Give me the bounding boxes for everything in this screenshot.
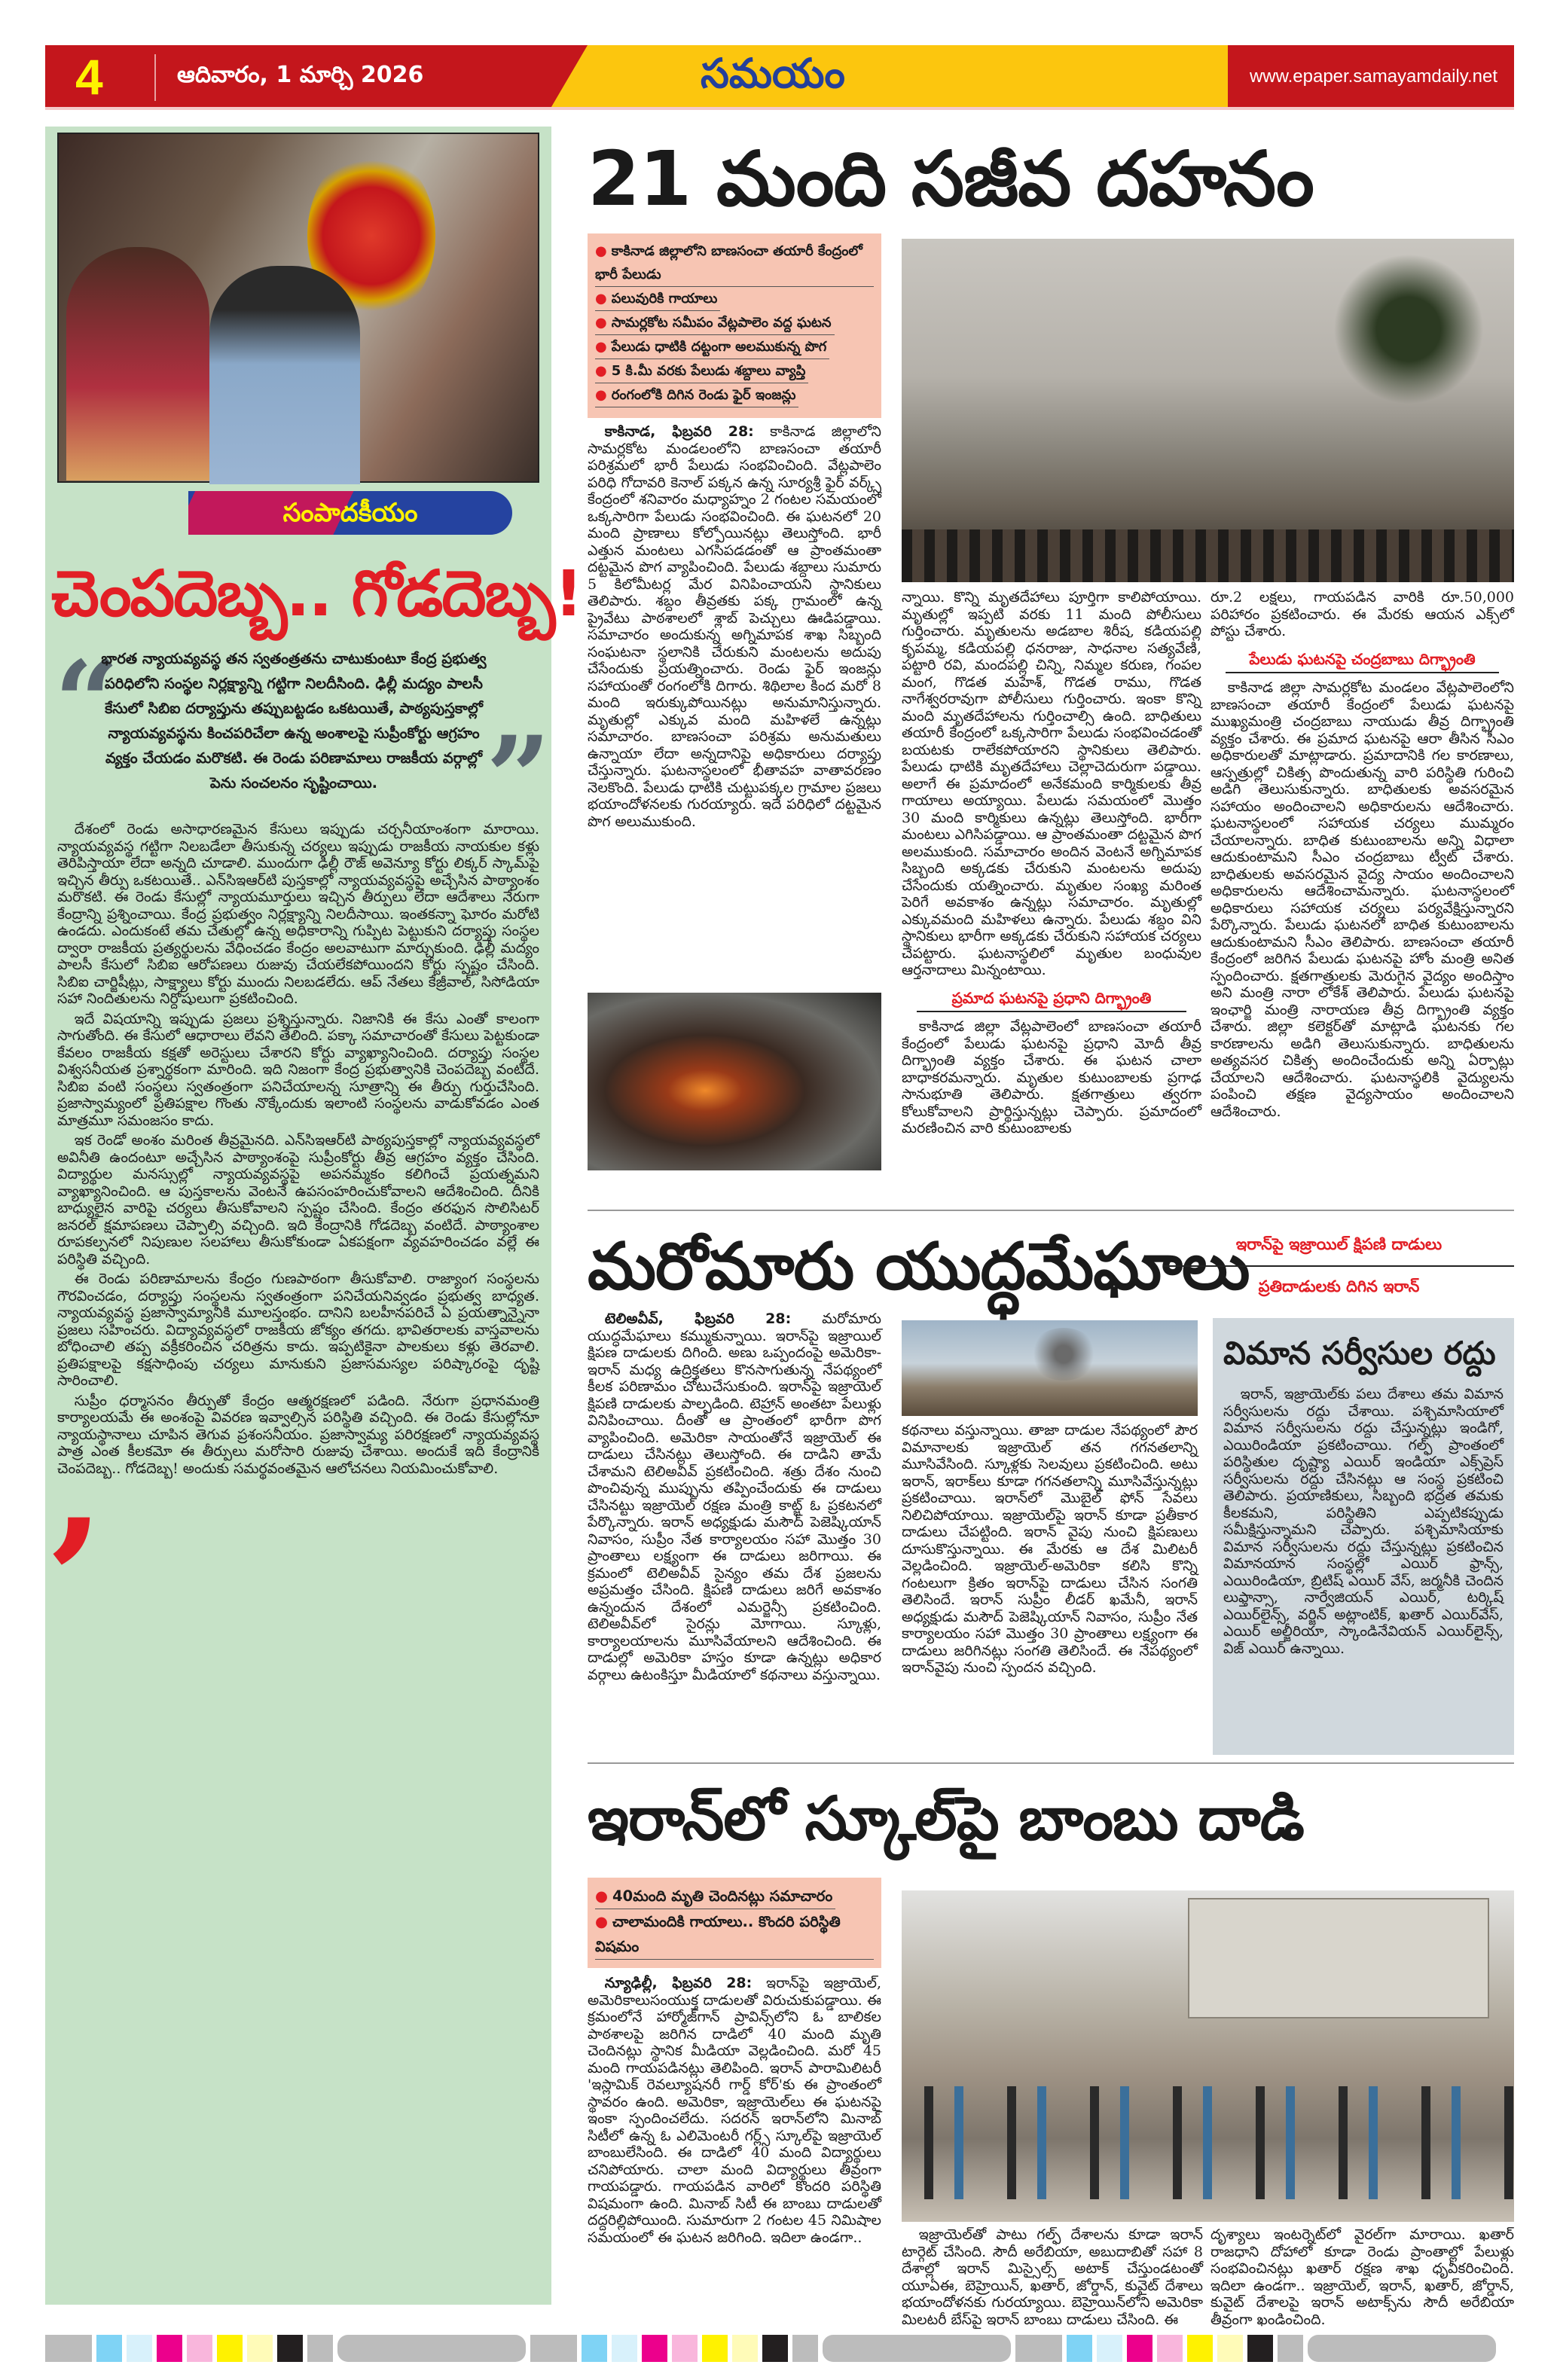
pull-quote: భారత న్యాయవ్యవస్థ తన స్వతంత్రతను చాటుకుంటూ కేంద్ర ప్రభుత్వ పరిధిలోని సంస్థల నిర్లక్ష్యాన్ని గట్టిగా నిలదీసింది. ఢిల్లీ మద్యం పాలసీ కేసులో సిబిఐ దర్యాప్తును తప్పుబట్టడం ఒకటయితే, పాఠ్యపుస్తకాల్లో న్యాయవ్యవస్థను కించపరిచేలా ఉన్న అంశాలపై సుప్రీంకోర్టు ఆగ్రహం వ్యక్తం చేయడం మరొకటి. ఈ రెండు పరిణామాలు రాజకీయ వర్గాల్లో పెను సంచలనం సృష్టించాయి. bbox=[101, 650, 487, 792]
page-header bbox=[45, 45, 1514, 110]
color-swatch bbox=[823, 2335, 1011, 2362]
masthead-logo: సమయం bbox=[701, 50, 845, 97]
smoke-image bbox=[1030, 1328, 1098, 1381]
color-swatch bbox=[762, 2335, 788, 2362]
damaged-building-image bbox=[1188, 1898, 1489, 2018]
color-swatch bbox=[1067, 2335, 1092, 2362]
color-swatch bbox=[792, 2335, 818, 2362]
story3-column-2: ఇజ్రాయెల్‌తో పాటు గల్ఫ్ దేశాలను కూడా ఇరాన్ టార్గెట్ చేసింది. సౌదీ అరేబియా, అబుదాబితో సహా 8 దేశాల్లో ఇరాన్ మిస్సైల్స్ అటాక్ చేస్తుండటంతో యూఏఈ, బెహ్రెయిన్, ఖతార్, జోర్డాన్, కువైట్ దేశాలు భయాందోళనకు గురయ్యాయి. బెహ్రెయిన్‌లోని అమెరికా మిలటరీ బేస్‌పై ఇరాన్ బాంబు దాడులు చేసింది. ఈ bbox=[902, 2226, 1203, 2328]
story1-column-2: న్నాయి. కొన్ని మృతదేహాలు పూర్తిగా కాలిపోయాయి. మృతుల్లో ఇప్పటి వరకు 11 మంది పోలీసులు గుర్తించారు. మృతులను అడబాల శిరీష, కడియపల్లి కృపమ్మ, కడియపల్లి ధనరాజు, సాధనాల సత్యవేణి, పట్టారి రవి, మందపల్లి చిన్ని, నిమ్మల కరుణ, గంపల మంగ, గొడత మహేశ్, గొడత రాము, గొడత నాగేశ్వరరావుగా పోలీసులు గుర్తించారు. ఇంకా కొన్ని మంది మృతదేహాలను గుర్తించాల్సి ఉంది. బాధితులు తయారీ కేంద్రంలో ఒక్కసారిగా పేలుడు సంభవించడంతో బయటకు రాలేకపోయారని స్థానికులు తెలిపారు. పేలుడు ధాటికి మృతదేహాలు చెల్లాచెదురుగా పడ్డాయి. అలాగే ఈ ప్రమాదంలో అనేకమంది కార్మికులకు తీవ్ర గాయాలు అయ్యాయి. పేలుడు సమయంలో మొత్తం 30 మంది కార్మికులు ఉన్నట్లు తెలుస్తోంది. భారీగా మంటలు ఎగిసిపడ్డాయి. ఆ ప్రాంతమంతా దట్టమైన పొగ అలముకుంది. సమాచారం అందిన వెంటనే అగ్నిమాపక సిబ్బంది అక్కడకు చేరుకుని మంటలను అదుపు చేసేందుకు యత్నించారు. మృతుల సంఖ్య మరింత పెరిగే అవకాశం ఉన్నట్లు సమాచారం. మృతుల్లో ఎక్కువమంది మహిళలు ఉన్నారు. పేలుడు శబ్దం విని స్థానికులు భారీగా అక్కడకు చేరుకుని సహాయక చర్యలు చేపట్టారు. ఘటనాస్థలిలో మృతుల బంధువుల ఆర్తనాదాలు మిన్నంటాయి. ప్రమాద ఘటనపై ప్రధాని దిగ్భ్రాంతి కాకినాడ జిల్లా వేట్లపాలెంలో బాణసంచా తయారీ కేంద్రంలో పేలుడు ఘటనపై ప్రధాని మోదీ తీవ్ర దిగ్భ్రాంతి వ్యక్తం చేశారు. ఈ ఘటన చాలా బాధాకరమన్నారు. మృతుల కుటుంబాలకు ప్రగాఢ సానుభూతి తెలిపారు. క్షతగాత్రులు త్వరగా కోలుకోవాలని ప్రార్థిస్తున్నట్లు చెప్పారు. ప్రమాదంలో మరణించిన వారి కుటుంబాలకు bbox=[902, 589, 1201, 1137]
story3-headline: ఇరాన్‌లో స్కూల్‌పై బాంబు దాడి bbox=[588, 1783, 1304, 1854]
highlight-item: ● పలువురికి గాయాలు bbox=[595, 287, 720, 311]
close-quote-icon: ” bbox=[486, 712, 551, 844]
highlight-item: ● సామర్లకోట సమీపం వేట్లపాలెం వద్ద ఘటన bbox=[595, 311, 835, 335]
editorial-label: సంపాదకీయం bbox=[188, 491, 512, 535]
color-swatch bbox=[247, 2335, 273, 2362]
side-head-bottom: ప్రతిదాడులకు దిగిన ఇరాన్ bbox=[1258, 1277, 1420, 1295]
box-body: ఇరాన్, ఇజ్రాయెల్‌కు పలు దేశాలు తమ విమాన సర్వీసులను రద్దు చేశాయి. పశ్చిమాసియాలో విమాన సర్వీసులను రద్దు చేస్తున్నట్లు ఇండిగో, ఎయిరిండియా ప్రకటించాయి. గల్ఫ్ ప్రాంతంలో పరిస్థితుల దృష్ట్యా ఎయిర్ ఇండియా ఎక్స్‌ప్రెస్ సర్వీసులను రద్దు చేసినట్లు ఆ సంస్థ ప్రకటించి తెలిపారు. ప్రయాణికులు, సిబ్బంది భద్రత తమకు కీలకమని, పరిస్థితిని ఎప్పటికప్పుడు సమీక్షిస్తున్నామని చెప్పారు. పశ్చిమాసియాకు విమాన సర్వీసులను రద్దు చేస్తున్నట్లు ప్రకటించిన విమానయాన సంస్థల్లో ఎయిర్ ఫ్రాన్స్, ఎయిరిండియా, బ్రిటిష్ ఎయిర్ వేస్, జర్మనీకి చెందిన లుఫ్తాన్సా, నార్వేజియన్ ఎయిర్, టర్కిష్ ఎయిర్‌లైన్స్, వర్జిన్ అట్లాంటిక్, ఖతార్ ఎయిర్‌వేస్, ఎయిర్ అల్జీరియా, స్కాండినేవియన్ ఎయిర్‌లైన్స్, విజ్ ఎయిర్ ఉన్నాయి. bbox=[1223, 1386, 1504, 1657]
highlight-item: ● చాలామందికి గాయాలు.. కొందరి పరిస్థితి విషమం bbox=[595, 1909, 874, 1960]
person-image bbox=[66, 247, 209, 481]
header-underline bbox=[45, 107, 1514, 110]
dateline: టెలిఅవీవ్, ఫిబ్రవరి 28: bbox=[604, 1311, 792, 1327]
section-divider bbox=[588, 1210, 1514, 1211]
color-swatch bbox=[582, 2335, 607, 2362]
color-swatch bbox=[612, 2335, 637, 2362]
color-swatch bbox=[672, 2335, 698, 2362]
bullet-icon: ● bbox=[595, 315, 607, 331]
flight-cancellations-box bbox=[1213, 1318, 1514, 1755]
dateline: న్యూఢిల్లీ, ఫిబ్రవరి 28: bbox=[604, 1975, 753, 1991]
editorial-photo bbox=[57, 133, 539, 483]
story2-column-2: కథనాలు వస్తున్నాయి. తాజా దాడుల నేపథ్యంలో పౌర విమానాలకు ఇజ్రాయెల్ తన గగనతలాన్ని మూసివేసింది. స్కూళ్లకు సెలవులు ప్రకటించింది. అటు ఇరాన్, ఇరాక్‌లు కూడా గగనతలాన్ని మూసివేస్తున్నట్లు ప్రకటించాయి. ఇరాన్‌లో మొబైల్ ఫోన్ సేవలు నిలిచిపోయాయి. ఇజ్రాయెల్‌పై ఇరాన్ కూడా ప్రతీకార దాడులు చేపట్టింది. ఇరాన్ వైపు నుంచి క్షిపణులు దూసుకొస్తున్నాయి. ఈ మేరకు ఆ దేశ మిలిటరీ వెల్లడించింది. ఇజ్రాయెల్-అమెరికా కలిసి కొన్ని గంటలుగా క్రితం ఇరాన్‌పై దాడులు చేసిన సంగతి తెలిసిందే. ఇరాన్ సుప్రీం లీడర్ ఖమేనీ, ఇరాన్ అధ్యక్షుడు మసౌద్ పెజెష్కియాన్ నివాసం, సుప్రీం నేత కార్యాలయం సహా మొత్తం 30 ప్రాంతాలు లక్ష్యంగా ఈ దాడులు జరిగినట్లు సంగతి తెలిసిందే. ఈ నేపథ్యంలో ఇరాన్‌వైపు నుంచి స్పందన వచ్చింది. bbox=[902, 1422, 1198, 1676]
crowd-image bbox=[902, 2086, 1514, 2199]
color-swatch bbox=[1278, 2335, 1303, 2362]
color-swatch bbox=[217, 2335, 243, 2362]
open-quote-icon: “ bbox=[54, 636, 120, 769]
color-swatch bbox=[1308, 2335, 1496, 2362]
epaper-url[interactable]: www.epaper.samayamdaily.net bbox=[1249, 66, 1497, 87]
color-swatch bbox=[702, 2335, 728, 2362]
section-divider bbox=[588, 1762, 1514, 1764]
color-swatch bbox=[1217, 2335, 1243, 2362]
story3-column-1: న్యూఢిల్లీ, ఫిబ్రవరి 28: ఇరాన్‌పై ఇజ్రాయెల్, అమెరికాలుసంయుక్త దాడులతో విరుచుకుపడ్డాయి. ఈ క్రమంలోనే హార్మోజ్‌గాన్ ప్రావిన్స్‌లోని ఓ బాలికల పాఠశాలపై జరిగిన దాడిలో 40 మంది మృతి చెందినట్లు స్థానిక మీడియా వెల్లడించింది. మరో 45 మంది గాయపడినట్లు తెలిపింది. ఇరాన్ పారామిలిటరీ 'ఇస్లామిక్ రెవల్యూషనరీ గార్డ్ కోర్'కు ఈ ప్రాంతంలో స్థావరం ఉంది. అమెరికా, ఇజ్రాయెల్‌లు ఈ ఘటనపై ఇంకా స్పందించలేదు. సదరన్ ఇరాన్‌లోని మినాబ్ సిటీలో ఉన్న ఓ ఎలిమెంటరీ గర్ల్స్ స్కూల్‌పై ఇజ్రాయెల్ బాంబులేసింది. ఈ దాడిలో 40 మంది విద్యార్థులు చనిపోయారు. చాలా మంది విద్యార్థులు తీవ్రంగా గాయపడ్డారు. గాయపడిన వారిలో కొందరి పరిస్థితి విషమంగా ఉంది. మినాబ్ సిటీ ఈ బాంబు దాడులతో దద్దరిల్లిపోయింది. సుమారుగా 2 గంటల 45 నిమిషాల సమయంలో ఈ ఘటన జరిగింది. ఇదిలా ఉండగా.. bbox=[588, 1975, 881, 2246]
story2-headline: మరోమారు యుద్ధమేఘాలు bbox=[588, 1229, 1250, 1304]
tree-image bbox=[1333, 254, 1484, 404]
editorial-body bbox=[57, 821, 539, 2293]
color-swatch bbox=[307, 2335, 333, 2362]
print-color-bar bbox=[45, 2335, 1514, 2362]
bullet-icon: ● bbox=[595, 363, 607, 379]
editorial-column bbox=[45, 127, 582, 2305]
color-swatch bbox=[187, 2335, 212, 2362]
divider bbox=[154, 54, 156, 101]
story1-highlights bbox=[588, 233, 881, 418]
fire-debris-photo bbox=[588, 993, 881, 1170]
subhead-cm-reaction: పేలుడు ఘటనపై చంద్రబాబు దిగ్భ్రాంతి bbox=[1226, 645, 1499, 674]
color-swatch bbox=[1127, 2335, 1152, 2362]
color-swatch bbox=[1097, 2335, 1122, 2362]
edition-date: ఆదివారం, 1 మార్చి 2026 bbox=[177, 62, 424, 88]
bullet-icon: ● bbox=[595, 387, 607, 403]
bullet-icon: ● bbox=[595, 291, 607, 307]
bullet-icon: ● bbox=[595, 1887, 609, 1905]
color-swatch bbox=[1015, 2335, 1062, 2362]
story1-column-1: కాకినాడ, ఫిబ్రవరి 28: కాకినాడ జిల్లాలోని సామర్లకోట మండలంలోని బాణసంచా తయారీ పరిశ్రమలో భారీ పేలుడు సంభవించింది. వేట్లపాలెం పరిధి గోదావరి కెనాల్ పక్కన ఉన్న సూర్యశ్రీ ఫైర్ వర్క్స్ కేంద్రంలో శనివారం మధ్యాహ్నం 2 గంటల సమయంలో ఒక్కసారిగా పేలుడు సంభవించింది. ఈ ఘటనలో 20 మంది ప్రాణాలు కోల్పోయినట్లు తెలుస్తోంది. భారీ ఎత్తున మంటలు ఎగసిపడడంతో ఆ ప్రాంతమంతా దట్టమైన పొగ వ్యాపించింది. పేలుడు శబ్దాలు సుమారు 5 కిలోమీటర్ల మేర వినిపించాయని స్థానికులు తెలిపారు. శబ్దం తీవ్రతకు పక్క గ్రామంలో ఉన్న ప్రైవేటు పాఠశాలలో శ్లాబ్ పెచ్చులు ఊడిపడ్డాయి. సమాచారం అందుకున్న అగ్నిమాపక శాఖ సిబ్బంది సంఘటనా స్థలానికి చేరుకుని మంటలను అదుపు చేసేందుకు ప్రయత్నించారు. రెండు ఫైర్ ఇంజన్లు సహాయంతో రంగంలోకి దిగారు. శిథిలాల కింద మరో 8 మంది ఇరుక్కుపోయినట్లు అనుమానిస్తున్నారు. మృతుల్లో ఎక్కువ మంది మహిళలే ఉన్నట్లు సమాచారం. బాణసంచా పరిశ్రమ అనుమతులు ఉన్నాయా లేదా అన్నదానిపై అధికారులు దర్యాప్తు చేస్తున్నారు. ఘటనాస్థలంలో భీతావహ వాతావరణం నెలకొంది. పేలుడు ధాటికి చుట్టుపక్కల గ్రామాల ప్రజలు భయాందోళనలకు గురయ్యారు. ఇదే పరిధిలో దట్టమైన పొగ అలుముకుంది. bbox=[588, 423, 881, 830]
color-swatch bbox=[1157, 2335, 1183, 2362]
explosion-smoke-photo bbox=[902, 239, 1514, 582]
editorial-headline: చెంపదెబ్బ.. గోడదెబ్బ! bbox=[51, 557, 582, 630]
person-image bbox=[209, 266, 360, 484]
highlight-item: ● 40మంది మృతి చెందినట్లు సమాచారం bbox=[595, 1884, 835, 1909]
paragraph: ఇదే విషయాన్ని ఇప్పుడు ప్రజలు ప్రశ్నిస్తున్నారు. నిజానికి ఈ కేసు ఎంతో కాలంగా సాగుతోంది. ఈ కేసులో ఆధారాలు లేవని తేలింది. పక్కా సమాచారంతో కేసులు పెట్టకుండా కేవలం రాజకీయ కక్షతో అరెస్టులు చేశారని కోర్టు వ్యాఖ్యానించింది. దర్యాప్తు సంస్థల విశ్వసనీయత ప్రశ్నార్థకంగా మారింది. ఇది నిజంగా కేంద్ర ప్రభుత్వానికి చెంపదెబ్బ వంటిదే. సిబిఐ వంటి సంస్థలు స్వతంత్రంగా పనిచేయాలన్న సూత్రాన్ని ఈ తీర్పు గుర్తుచేసింది. ప్రజాస్వామ్యంలో ప్రతిపక్షాల గొంతు నొక్కేందుకు ఇలాంటి సంస్థలను వాడుకోవడం ఎంత మాత్రమూ సమంజసం కాదు. bbox=[57, 1010, 539, 1129]
story1-headline: 21 మంది సజీవ దహనం bbox=[588, 135, 1314, 223]
red-quote-mark-icon: ’ bbox=[45, 1482, 103, 1677]
dateline: కాకినాడ, ఫిబ్రవరి 28: bbox=[604, 423, 754, 440]
color-swatch bbox=[1247, 2335, 1273, 2362]
color-swatch bbox=[642, 2335, 667, 2362]
crowd-image bbox=[902, 529, 1514, 582]
color-swatch bbox=[1187, 2335, 1213, 2362]
color-swatch bbox=[127, 2335, 152, 2362]
color-swatch bbox=[157, 2335, 182, 2362]
highlight-item: ● రంగంలోకి దిగిన రెండు ఫైర్ ఇంజన్లు bbox=[595, 383, 798, 407]
color-swatch bbox=[96, 2335, 122, 2362]
page-number: 4 bbox=[75, 49, 103, 105]
color-swatch bbox=[337, 2335, 526, 2362]
bullet-icon: ● bbox=[595, 1913, 609, 1930]
highlight-item: ● 5 కి.మీ వరకు పేలుడు శబ్దాలు వ్యాప్తి bbox=[595, 359, 808, 383]
highlight-item: ● పేలుడు ధాటికి దట్టంగా అలముకున్న పొగ bbox=[595, 335, 829, 359]
color-swatch bbox=[530, 2335, 577, 2362]
paragraph: సుప్రీం ధర్మాసనం తీర్పుతో కేంద్రం ఆత్మరక్షణలో పడింది. నేరుగా ప్రధానమంత్రి కార్యాలయమే ఈ అంశంపై వివరణ ఇవ్వాల్సిన పరిస్థితి వచ్చింది. ఈ రెండు కేసుల్లోనూ న్యాయస్థానాలు చూపిన తెగువ ప్రశంసనీయం. ప్రజాస్వామ్య పరిరక్షణలో న్యాయవ్యవస్థ పాత్ర ఎంత కీలకమో ఈ తీర్పులు మరోసారి రుజువు చేశాయి. అందుకే ఇది కేంద్రానికి చెంపదెబ్బ.. గోడదెబ్బ! అందుకు సమర్థవంతమైన ఆలోచనలు నియమించుకోవాలి. bbox=[57, 1392, 539, 1477]
story3-highlights bbox=[588, 1878, 881, 1968]
paragraph: ఈ రెండు పరిణామాలను కేంద్రం గుణపాఠంగా తీసుకోవాలి. రాజ్యాంగ సంస్థలను గౌరవించడం, దర్యాప్తు సంస్థలను స్వతంత్రంగా పనిచేయనివ్వడం ప్రభుత్వ బాధ్యత. న్యాయవ్యవస్థ ప్రజాస్వామ్యానికి మూలస్తంభం. దానిని బలహీనపరిచే ఏ ప్రయత్నాన్నైనా ప్రజలు సహించరు. విద్యావ్యవస్థలో రాజకీయ జోక్యం తగదు. భావితరాలకు వాస్తవాలను బోధించాలి తప్ప వక్రీకరించిన చరిత్రను కాదు. ఇప్పటికైనా పాలకులు కళ్లు తెరవాలి. ప్రతిపక్షాలపై కక్షసాధింపు చర్యలు మానుకుని ప్రజాసమస్యల పరిష్కారంపై దృష్టి సారించాలి. bbox=[57, 1271, 539, 1389]
bombed-school-photo bbox=[902, 1890, 1514, 2222]
story3-column-3: దృశ్యాలు ఇంటర్నెట్‌లో వైరల్‌గా మారాయి. ఖతార్ రాజధాని దోహాలో కూడా రెండు ప్రాంతాల్లో పేలుళ్లు సంభవించినట్లు ఖతార్ రక్షణ శాఖ ధృవీకరించింది. ఇదిలా ఉండగా.. ఇజ్రాయెల్, ఇరాన్, ఖతార్, జోర్డాన్, కువైట్ దేశాలపై ఇరాన్ అటాక్స్‌ను సౌదీ అరేబియా తీవ్రంగా ఖండించింది. bbox=[1210, 2226, 1514, 2328]
paragraph: దేశంలో రెండు అసాధారణమైన కేసులు ఇప్పుడు చర్చనీయాంశంగా మారాయి. న్యాయవ్యవస్థ గట్టిగా నిలబడేలా తీసుకున్న చర్యలు ఇప్పుడు రాజకీయ నాయకుల కళ్లు తెరిపిస్తాయా లేదా అన్నది చూడాలి. ముందుగా ఢిల్లీ రౌజ్ అవెన్యూ కోర్టు లిక్కర్ స్కామ్‌పై ఇచ్చిన తీర్పు ఒకటయితే.. ఎన్‌సిఇఆర్‌టి పుస్తకాల్లో న్యాయవ్యవస్థపై అచ్చేసిన పాఠ్యాంశం మరొకటి. ఈ రెండు కేసుల్లో న్యాయమూర్తులు ఇచ్చిన తీర్పులు లేదా ఆదేశాలు నేరుగా కేంద్రాన్ని ప్రశ్నించాయి. కేంద్ర ప్రభుత్వం నిర్లక్ష్యాన్ని నిలదీసాయి. ఇంతకన్నా ఘోరం మరోటి ఉండదు. ఎందుకంటే తమ చేతుల్లో ఉన్న అధికారాన్ని గుప్పిట పెట్టుకుని దర్యాప్తు సంస్థల ద్వారా రాజకీయ ప్రత్యర్థులను వేధించడం కేంద్రం అలవాటుగా మార్చుకుంది. ఢిల్లీ మద్యం పాలసీ కేసులో సిబిఐ ఆరోపణలు రుజువు చేయలేకపోయిందని కోర్టు స్పష్టం చేసింది. సిబిఐ చార్జిషీట్లు, సాక్ష్యాలు కోర్టు ముందు నిలబడలేదు. ఆప్ నేతలు కేజ్రీవాల్, సిసోడియా సహా నిందితులను నిర్దోషులుగా ప్రకటించింది. bbox=[57, 821, 539, 1007]
color-swatch bbox=[732, 2335, 758, 2362]
paragraph: ఇక రెండో అంశం మరింత తీవ్రమైనది. ఎన్‌సిఇఆర్‌టి పాఠ్యపుస్తకాల్లో న్యాయవ్యవస్థలో అవినీతి ఉందంటూ అచ్చేసిన పాఠ్యాంశంపై సుప్రీంకోర్టు తీవ్ర ఆగ్రహం వ్యక్తం చేసింది. విద్యార్థుల మనస్సుల్లో న్యాయవ్యవస్థపై అపనమ్మకం కలిగించే ప్రయత్నమని వ్యాఖ్యానించింది. ఆ పుస్తకాలను వెంటనే ఉపసంహరించుకోవాలని ఆదేశించింది. దీనికి బాధ్యులైన వారిపై చర్యలు తీసుకోవాలని స్పష్టం చేసింది. కేంద్రం తరఫున సొలిసిటర్ జనరల్ క్షమాపణలు చెప్పాల్సి వచ్చింది. ఇది కేంద్రానికి గోడదెబ్బ వంటిదే. పాఠ్యాంశాల రూపకల్పనలో నిపుణుల సలహాలు తీసుకోకుండా ఏకపక్షంగా వ్యవహరించడం వల్లే ఈ పరిస్థితి వచ్చింది. bbox=[57, 1132, 539, 1268]
box-title: విమాన సర్వీసుల రద్దు bbox=[1223, 1335, 1496, 1372]
airstrike-smoke-photo bbox=[902, 1320, 1198, 1416]
bullet-icon: ● bbox=[595, 243, 607, 259]
story1-column-3: రూ.2 లక్షలు, గాయపడిన వారికి రూ.50,000 పరిహారం ప్రకటించారు. ఈ మేరకు ఆయన ఎక్స్‌లో పోస్టు చేశారు. పేలుడు ఘటనపై చంద్రబాబు దిగ్భ్రాంతి కాకినాడ జిల్లా సామర్లకోట మండలం వేట్లపాలెంలోని బాణసంచా తయారీ కేంద్రంలో పేలుడు ఘటనపై ముఖ్యమంత్రి చంద్రబాబు నాయుడు తీవ్ర దిగ్భ్రాంతి వ్యక్తం చేశారు. ఈ ప్రమాద ఘటనపై ఆరా తీసిన సీఎం అధికారులతో మాట్లాడారు. ప్రమాదానికి గల కారణాలు, ఆస్పత్రుల్లో చికిత్స పొందుతున్న వారి పరిస్థితి గురించి అడిగి తెలుసుకున్నారు. బాధితులకు అవసరమైన సహాయం అందించాలని అధికారులను ఆదేశించారు. ఘటనాస్థలంలో సహాయక చర్యలు ముమ్మరం చేయాలన్నారు. బాధిత కుటుంబాలను అన్ని విధాలా ఆదుకుంటామని సీఎం చంద్రబాబు ట్వీట్ చేశారు. బాధితులకు అవసరమైన వైద్య సాయం అందించాలని అధికారులను ఆదేశించామన్నారు. ఘటనాస్థలంలో అధికారులు సహాయక చర్యలు పర్యవేక్షిస్తున్నారని పేర్కొన్నారు. పేలుడు ఘటనలో బాధిత కుటుంబాలను ఆదుకుంటామని సీఎం తెలిపారు. బాణసంచా తయారీ కేంద్రంలో జరిగిన పేలుడు ఘటనపై హోం మంత్రి అనిత స్పందించారు. క్షతగాత్రులకు మెరుగైన వైద్యం అందిస్తాం అని మంత్రి నారా లోకేశ్ తెలిపారు. పేలుడు ఘటనపై ఇంఛార్జి మంత్రి నారాయణ తీవ్ర దిగ్భ్రాంతి వ్యక్తం చేశారు. జిల్లా కలెక్టర్‌తో మాట్లాడి ఘటనకు గల కారణాలను అడిగి తెలుసుకున్నారు. బాధితులను అత్యవసర చికిత్స అందించేందుకు అన్ని ఏర్పాట్లు చేయాలని ఆదేశించారు. ఘటనాస్థలికి వైద్యులను పంపించి తక్షణ వైద్యసాయం అందించాలని ఆదేశించారు. bbox=[1210, 589, 1514, 1120]
highlight-item: ● కాకినాడ జిల్లాలోని బాణసంచా తయారీ కేంద్రంలో భారీ పేలుడు bbox=[595, 240, 874, 287]
story2-column-1: టెలిఅవీవ్, ఫిబ్రవరి 28: మరోమారు యుద్ధమేఘాలు కమ్ముకున్నాయి. ఇరాన్‌పై ఇజ్రాయిల్ క్షిపణ దాడులకు దిగింది. అణు ఒప్పందంపై అమెరికా-ఇరాన్ మధ్య ఉద్రిక్తతలు కొనసాగుతున్న నేపథ్యంలో కీలక పరిణామం చోటుచేసుకుంది. ఇరాన్‌పై ఇజ్రాయెల్ క్షిపణి దాడులకు పాల్పడింది. టెహ్రాన్ అంతటా పేలుళ్లు వినిపించాయి. దీంతో ఆ ప్రాంతంలో భారీగా పొగ వ్యాపించింది. అమెరికా సాయంతోనే ఇజ్రాయెల్ ఈ దాడులు చేసినట్లు తెలుస్తోంది. ఈ దాడిని తామే చేశామని టెలిఅవీవ్ ప్రకటించింది. శత్రు దేశం నుంచి పొంచివున్న ముప్పును తప్పించేందుకు ఈ దాడులు చేసినట్టు ఇజ్రాయెల్ రక్షణ మంత్రి కాట్జ్ ఓ ప్రకటనలో పేర్కొన్నారు. ఇరాన్ అధ్యక్షుడు మసౌద్ పెజెష్కియాన్ నివాసం, సుప్రీం నేత కార్యాలయం సహా మొత్తం 30 ప్రాంతాలు లక్ష్యంగా ఈ దాడులు జరిగాయి. ఈ క్రమంలో టెలిఅవీవ్ సైన్యం తమ దేశ ప్రజలను అప్రమత్తం చేసింది. క్షిపణి దాడులు జరిగే అవకాశం ఉన్నందున దేశంలో ఎమర్జెన్సీ ప్రకటించింది. టెలిఅవీవ్‌లో సైరన్లు మోగాయి. స్కూళ్లు, కార్యాలయాలను మూసివేయాలని ఆదేశించింది. ఈ దాడుల్లో అమెరికా హస్తం కూడా ఉన్నట్లు అధికార వర్గాలు ఉటంకిస్తూ మీడియాలో కథనాలు వస్తున్నాయి. bbox=[588, 1311, 881, 1683]
color-swatch bbox=[277, 2335, 303, 2362]
color-swatch bbox=[45, 2335, 92, 2362]
story2-side-heads bbox=[1164, 1235, 1514, 1300]
subhead-pm-reaction: ప్రమాద ఘటనపై ప్రధాని దిగ్భ్రాంతి bbox=[917, 984, 1186, 1013]
side-head-top: ఇరాన్‌పై ఇజ్రాయిల్ క్షిపణి దాడులు bbox=[1164, 1235, 1514, 1267]
bullet-icon: ● bbox=[595, 339, 607, 355]
